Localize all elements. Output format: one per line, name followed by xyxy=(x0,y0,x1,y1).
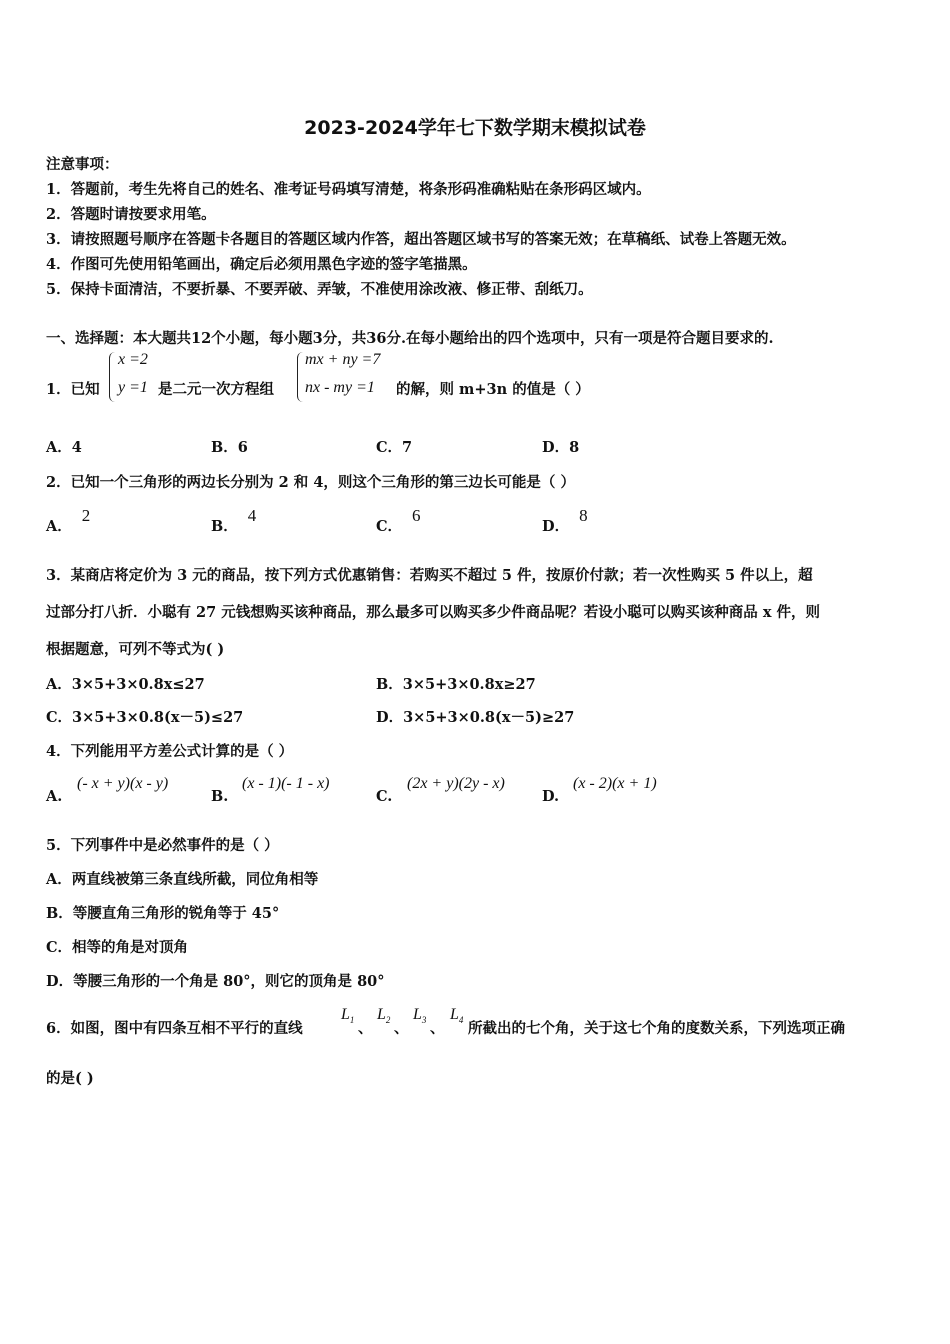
option-c[interactable]: C．3×5+3×0.8(x－5)≤27 xyxy=(46,709,244,726)
left-brace-icon xyxy=(109,352,116,402)
q3-line: 过部分打八折．小聪有 27 元钱想购买该种商品，那么最多可以购买多少件商品呢？若设小聪可以购买该种商品 x 件，则 xyxy=(46,604,821,621)
notes-heading: 注意事项： xyxy=(46,156,119,173)
option-a[interactable]: A．两直线被第三条直线所截，同位角相等 xyxy=(46,871,319,888)
option-d[interactable]: D．8 xyxy=(542,506,588,535)
equation: nx - my =1 xyxy=(305,379,375,396)
option-b[interactable]: B．3×5+3×0.8x≥27 xyxy=(376,676,536,693)
option-b[interactable]: B．6 xyxy=(211,439,248,456)
option-b[interactable]: B．4 xyxy=(211,506,257,535)
option-d[interactable]: D．8 xyxy=(542,439,580,456)
q1-prefix: 1．已知 xyxy=(46,381,100,398)
line-label: $L_4$ xyxy=(450,1006,464,1026)
line-label: $L_2$ xyxy=(377,1006,391,1026)
q4-stem: 4．下列能用平方差公式计算的是（ ） xyxy=(46,743,294,760)
note-item: 3．请按照题号顺序在答题卡各题目的答题区域内作答，超出答题区域书写的答案无效；在草稿纸、试卷上答题无效。 xyxy=(46,231,796,248)
option-a[interactable]: A．4 xyxy=(46,439,82,456)
option-b-label[interactable]: B. xyxy=(211,788,229,805)
q6-suffix: 所截出的七个角，关于这七个角的度数关系，下列选项正确 xyxy=(468,1020,845,1037)
option-a[interactable]: A．2 xyxy=(46,506,91,535)
option-b[interactable]: (x - 1)(- 1 - x) xyxy=(242,775,330,792)
option-d[interactable]: (x - 2)(x + 1) xyxy=(573,775,657,792)
equation: mx + ny =7 xyxy=(305,351,381,368)
q3-line: 根据题意，可列不等式为( ) xyxy=(46,641,225,658)
option-c[interactable]: C．7 xyxy=(376,439,413,456)
note-item: 4．作图可先使用铅笔画出，确定后必须用黑色字迹的签字笔描黑。 xyxy=(46,256,477,273)
equation: x =2 xyxy=(118,351,148,368)
q3-line: 3．某商店将定价为 3 元的商品，按下列方式优惠销售：若购买不超过 5 件，按原价付款；若一次性购买 5 件以上，超 xyxy=(46,567,813,584)
q1-middle: 是二元一次方程组 xyxy=(158,381,274,398)
note-item: 5．保持卡面清洁，不要折暴、不要弄破、弄皱，不准使用涂改液、修正带、刮纸刀。 xyxy=(46,281,593,298)
page-title: 2023-2024学年七下数学期末模拟试卷 xyxy=(304,117,646,139)
note-item: 2．答题时请按要求用笔。 xyxy=(46,206,216,223)
option-c[interactable]: C．相等的角是对顶角 xyxy=(46,939,189,956)
option-c[interactable]: (2x + y)(2y - x) xyxy=(407,775,505,792)
separator: 、 xyxy=(394,1020,409,1037)
option-a[interactable]: (- x + y)(x - y) xyxy=(77,775,169,792)
option-d[interactable]: D．等腰三角形的一个角是 80°，则它的顶角是 80° xyxy=(46,973,385,990)
line-label: $L_3$ xyxy=(413,1006,427,1026)
q6-line: 的是( ) xyxy=(46,1070,94,1087)
note-item: 1．答题前，考生先将自己的姓名、准考证号码填写清楚，将条形码准确粘贴在条形码区域内。 xyxy=(46,181,651,198)
equation: y =1 xyxy=(118,379,148,396)
option-a[interactable]: A．3×5+3×0.8x≤27 xyxy=(46,676,205,693)
q2-stem: 2．已知一个三角形的两边长分别为 2 和 4，则这个三角形的第三边长可能是（ ） xyxy=(46,474,575,491)
line-label: $L_1$ xyxy=(341,1006,355,1026)
option-c-label[interactable]: C. xyxy=(376,788,393,805)
q6-prefix: 6．如图，图中有四条互相不平行的直线 xyxy=(46,1020,303,1037)
option-d-label[interactable]: D. xyxy=(542,788,560,805)
left-brace-icon xyxy=(297,352,304,402)
option-b[interactable]: B．等腰直角三角形的锐角等于 45° xyxy=(46,905,280,922)
option-d[interactable]: D．3×5+3×0.8(x－5)≥27 xyxy=(376,709,575,726)
q1-suffix: 的解，则 m+3n 的值是（ ） xyxy=(396,381,590,398)
option-a-label[interactable]: A. xyxy=(46,788,63,805)
section-heading: 一、选择题：本大题共12个小题，每小题3分，共36分.在每小题给出的四个选项中，只有一项是符合题目要求的. xyxy=(46,330,774,347)
option-c[interactable]: C．6 xyxy=(376,506,421,535)
q5-stem: 5．下列事件中是必然事件的是（ ） xyxy=(46,837,279,854)
separator: 、 xyxy=(358,1020,373,1037)
separator: 、 xyxy=(430,1020,445,1037)
